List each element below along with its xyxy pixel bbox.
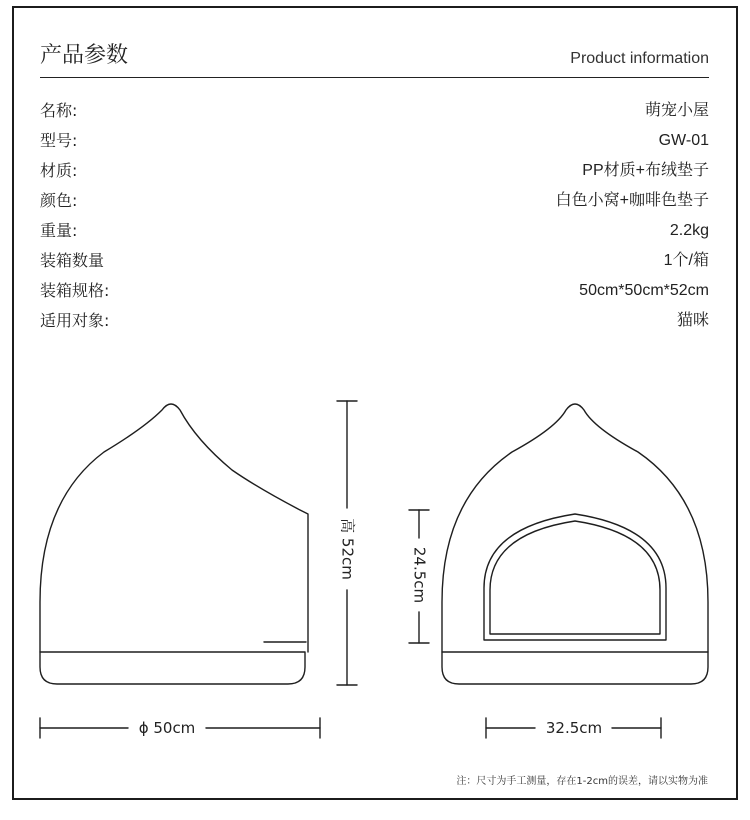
front-view-outline xyxy=(442,404,708,652)
spec-label: 装箱规格: xyxy=(40,281,110,300)
section-title: 产品参数 xyxy=(40,43,129,68)
spec-value: 50cm*50cm*52cm xyxy=(579,282,709,299)
spec-label: 装箱数量 xyxy=(40,251,105,270)
spec-label: 材质: xyxy=(40,161,78,180)
front-view-door-inner xyxy=(490,521,660,634)
opening-height-label: 24.5cm xyxy=(410,546,429,604)
front-view-cushion xyxy=(442,652,708,684)
section-subtitle: Product information xyxy=(570,50,709,67)
spec-value: 猫咪 xyxy=(676,312,709,329)
side-view-drawing xyxy=(40,404,308,684)
measurement-note: 注：尺寸为手工测量，存在1-2cm的误差，请以实物为准 xyxy=(456,776,708,787)
spec-label: 型号: xyxy=(40,131,78,150)
spec-value: 2.2kg xyxy=(669,222,709,239)
spec-value: GW-01 xyxy=(658,132,709,149)
spec-value: 萌宠小屋 xyxy=(644,102,709,119)
side-view-cushion xyxy=(40,652,305,684)
spec-value: 白色小窝+咖啡色垫子 xyxy=(555,192,709,209)
diameter-label: ϕ 50cm xyxy=(138,719,196,737)
front-view-door-outer xyxy=(484,514,666,640)
opening-width-label: 32.5cm xyxy=(545,719,603,737)
front-view-drawing xyxy=(442,404,708,684)
height-label: 高 52cm xyxy=(338,518,357,580)
spec-label: 重量: xyxy=(40,221,78,240)
spec-value: PP材质+布绒垫子 xyxy=(582,162,709,179)
spec-value: 1个/箱 xyxy=(663,252,709,269)
side-view-outline xyxy=(40,404,308,652)
spec-label: 适用对象: xyxy=(40,311,110,330)
spec-label: 名称: xyxy=(40,101,78,120)
spec-label: 颜色: xyxy=(40,191,78,210)
